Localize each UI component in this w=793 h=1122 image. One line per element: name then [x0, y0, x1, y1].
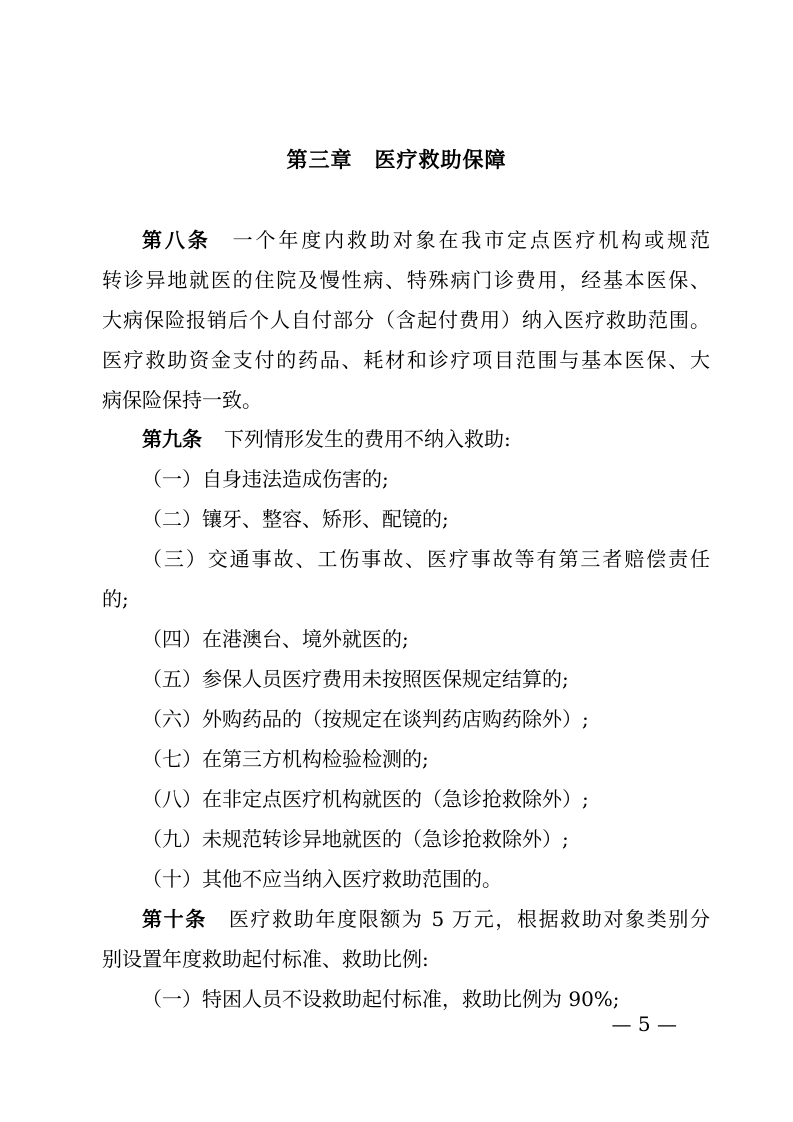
list-item: （九）未规范转诊异地就医的（急诊抢救除外）; — [142, 827, 569, 851]
list-item: （十）其他不应当纳入医疗救助范围的。 — [142, 867, 502, 891]
list-item: （一）特困人员不设救助起付标准，救助比例为 90%; — [142, 987, 620, 1011]
list-item: （五）参保人员医疗费用未按照医保规定结算的; — [142, 667, 569, 691]
article-10-line-2: 别设置年度救助起付标准、救助比例: — [102, 947, 429, 971]
article-8-line-1 — [142, 220, 710, 260]
article-10-line-1 — [142, 899, 710, 939]
article-8-line-4: 医疗救助资金支付的药品、耗材和诊疗项目范围与基本医保、大 — [102, 348, 710, 372]
list-item: （二）镶牙、整容、矫形、配镜的; — [142, 507, 449, 531]
article-8-line-3: 大病保险报销后个人自付部分（含起付费用）纳入医疗救助范围。 — [102, 308, 710, 332]
list-item-continuation: 的; — [102, 587, 129, 611]
list-item: （八）在非定点医疗机构就医的（急诊抢救除外）; — [142, 787, 589, 811]
article-10-text-1: 医疗救助年度限额为 5 万元，根据救助对象类别分 — [228, 907, 710, 931]
article-10-label: 第十条 — [142, 907, 207, 931]
article-8-label: 第八条 — [142, 228, 211, 252]
chapter-title: 第三章 医疗救助保障 — [286, 148, 507, 172]
list-item: （六）外购药品的（按规定在谈判药店购药除外）; — [142, 707, 589, 731]
list-item: （七）在第三方机构检验检测的; — [142, 747, 429, 771]
page-number: — 5 — — [611, 1012, 677, 1036]
article-8-line-2: 转诊异地就医的住院及慢性病、特殊病门诊费用，经基本医保、 — [102, 268, 710, 292]
list-item: （三）交通事故、工伤事故、医疗事故等有第三者赔偿责任 — [142, 547, 710, 571]
list-item: （四）在港澳台、境外就医的; — [142, 627, 409, 651]
article-8-text-1: 一个年度内救助对象在我市定点医疗机构或规范 — [232, 228, 711, 252]
list-item: （一）自身违法造成伤害的; — [142, 467, 389, 491]
article-9-label: 第九条 — [142, 427, 202, 451]
article-8-line-5: 病保险保持一致。 — [102, 388, 262, 412]
article-9-intro — [142, 419, 511, 459]
article-9-intro-text: 下列情形发生的费用不纳入救助: — [224, 427, 511, 451]
